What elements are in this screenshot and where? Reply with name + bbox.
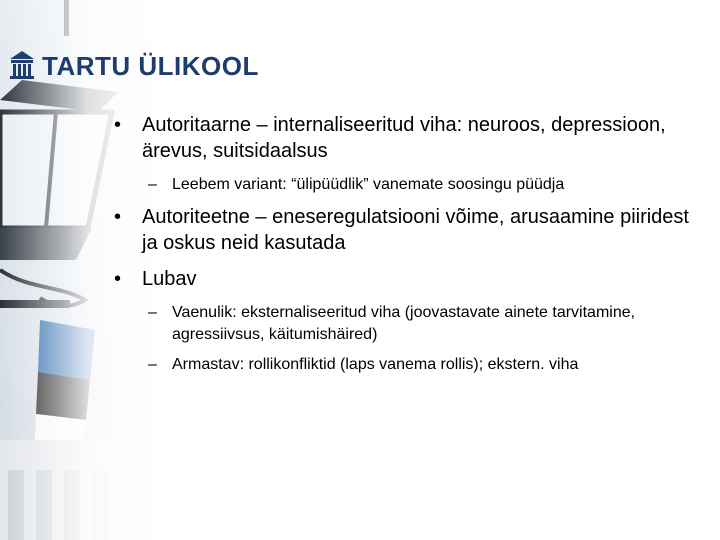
university-logo — [8, 44, 259, 88]
bullet-item — [108, 112, 708, 164]
bullet-item — [108, 204, 708, 256]
dash-marker: – — [148, 356, 157, 373]
logo-text: TARTU ÜLIKOOL — [42, 50, 259, 81]
dash-marker: – — [148, 176, 157, 193]
bullet-marker: • — [114, 114, 122, 136]
slide-content — [108, 112, 708, 384]
bullet-item — [108, 266, 708, 292]
sub-bullet-text: Leebem variant: “ülipüüdlik” vanemate soosingu püüdja — [172, 176, 565, 193]
sub-bullet-text: Armastav: rollikonfliktid (laps vanema rollis); ekstern. viha — [172, 356, 579, 373]
bullet-text: Autoriteetne – eneseregulatsiooni võime, arusaamine piiridest ja oskus neid kasutada — [142, 206, 689, 254]
sub-bullet-item — [108, 354, 708, 376]
sub-bullet-text: Vaenulik: eksternaliseeritud viha (joovastavate ainete tarvitamine, agressiivsus, käitumishäired) — [172, 304, 636, 343]
sub-bullet-item — [108, 174, 708, 196]
building-emblem-icon — [8, 49, 36, 83]
bullet-text: Autoritaarne – internaliseeritud viha: neuroos, depressioon, ärevus, suitsidaalsus — [142, 114, 666, 162]
sub-bullet-item — [108, 302, 708, 346]
bullet-marker: • — [114, 206, 122, 228]
bullet-marker: • — [114, 268, 122, 290]
dash-marker: – — [148, 304, 157, 321]
bullet-text: Lubav — [142, 268, 197, 290]
